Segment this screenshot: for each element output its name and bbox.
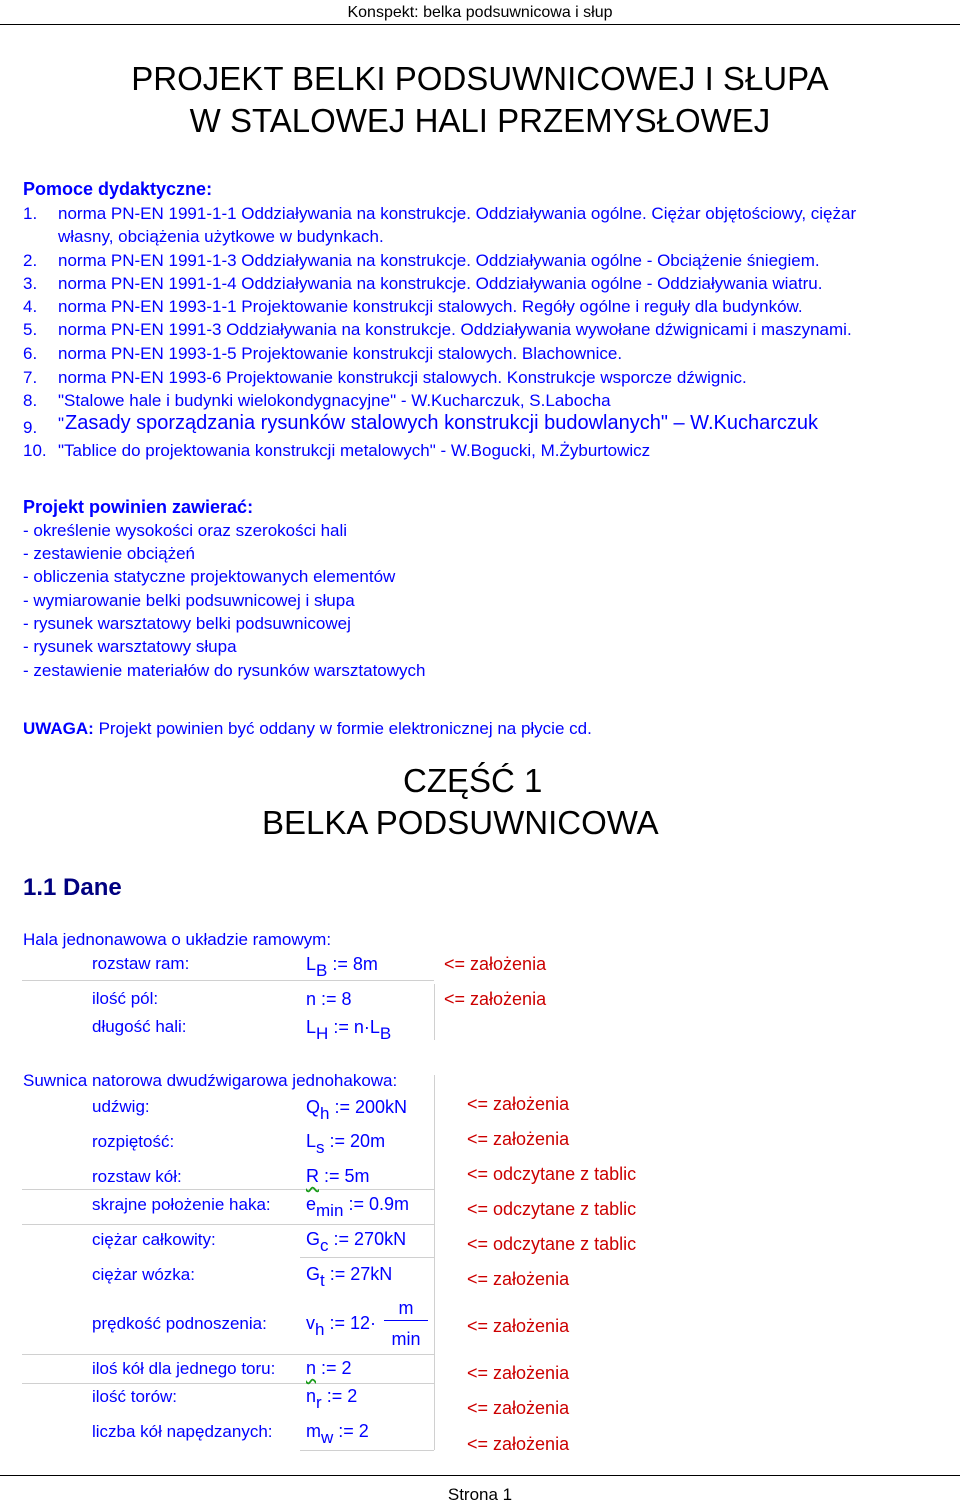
- symbol: n: [306, 1386, 317, 1406]
- hall-label-fields: ilość pól:: [92, 989, 159, 1008]
- symbol: L: [306, 954, 317, 974]
- header-text: Konspekt: belka podsuwnicowa i słup: [347, 4, 613, 21]
- aids-item-1-cont: własny, obciążenia użytkowe w budynkach.: [58, 227, 384, 246]
- crane-note-hook: <= odczytane z tablic: [467, 1199, 637, 1219]
- aids-item-num: 7.: [23, 368, 38, 387]
- crane-label-wheels-per-rail: iloś kół dla jednego toru:: [92, 1359, 276, 1378]
- symbol: G: [306, 1229, 321, 1249]
- crane-expr-total-weight: [306, 1229, 407, 1255]
- subscript: B: [316, 961, 328, 980]
- value: := 8m: [332, 954, 378, 974]
- aids-item-text: Zasady sporządzania rysunków stalowych konstrukcji budowlanych" – W.Kucharczuk: [65, 412, 818, 434]
- hall-heading: Hala jednonawowa o układzie ramowym:: [23, 930, 332, 949]
- hall-label-spacing: rozstaw ram:: [92, 954, 190, 973]
- hall-expr-length: [306, 1017, 392, 1043]
- contents-item: - zestawienie obciążeń: [23, 544, 195, 563]
- grid-line: [22, 1189, 434, 1190]
- symbol: n: [306, 989, 317, 1009]
- crane-expr-rails: [306, 1386, 358, 1412]
- crane-label-lift-speed: prędkość podnoszenia:: [92, 1314, 267, 1333]
- value: := 12·: [329, 1313, 377, 1333]
- value: := 2: [321, 1358, 352, 1378]
- grid-line: [22, 980, 434, 981]
- crane-label-span: rozpiętość:: [92, 1132, 175, 1151]
- page-header: [0, 0, 960, 25]
- symbol: Q: [306, 1097, 321, 1117]
- subscript: B: [379, 1024, 392, 1043]
- value: := 8: [321, 989, 352, 1009]
- grid-line: [22, 1354, 434, 1355]
- aids-item-num: 10.: [23, 441, 47, 460]
- crane-expr-wheelbase: [306, 1166, 370, 1187]
- hall-expr-spacing: [306, 954, 378, 980]
- contents-item: - zestawienie materiałów do rysunków warsztatowych: [23, 661, 426, 680]
- aids-item-text: norma PN-EN 1991-1-3 Oddziaływania na konstrukcje. Oddziaływania ogólne - Obciążenie śniegiem.: [58, 251, 820, 270]
- crane-expr-trolley-weight: [306, 1264, 393, 1290]
- aids-item-num: 4.: [23, 297, 38, 316]
- part-title: CZĘŚĆ 1: [403, 762, 543, 799]
- crane-note-span: <= założenia: [467, 1129, 570, 1149]
- page-number: Strona 1: [447, 1485, 513, 1504]
- note-label: UWAGA:: [23, 719, 94, 738]
- symbol: m: [306, 1421, 321, 1441]
- contents-item: - określenie wysokości oraz szerokości hali: [23, 521, 348, 540]
- value: := n·L: [333, 1017, 380, 1037]
- value: := 2: [326, 1386, 358, 1406]
- subscript: H: [316, 1024, 329, 1043]
- aids-item-num: 8.: [23, 391, 38, 410]
- grid-line: [300, 1257, 434, 1258]
- crane-expr-lift-speed: [306, 1313, 377, 1339]
- crane-expr-wheels-per-rail: [306, 1358, 352, 1379]
- value: := 270kN: [333, 1229, 407, 1249]
- crane-note-rails: <= założenia: [467, 1398, 570, 1418]
- aids-item-text: norma PN-EN 1991-3 Oddziaływania na konstrukcje. Oddziaływania wywołane dźwignicami i maszynami.: [58, 320, 852, 339]
- crane-expr-span: [306, 1131, 386, 1157]
- grid-line: [300, 1450, 434, 1451]
- aids-heading: Pomoce dydaktyczne:: [23, 179, 213, 199]
- page-footer: [0, 1475, 960, 1512]
- hall-expr-fields: [306, 989, 352, 1010]
- aids-item-num: 2.: [23, 251, 38, 270]
- grid-line: [434, 984, 435, 1040]
- aids-item-quote: ": [58, 414, 65, 433]
- title-line-2: W STALOWEJ HALI PRZEMYSŁOWEJ: [189, 102, 771, 139]
- aids-item-text: norma PN-EN 1993-1-5 Projektowanie konstrukcji stalowych. Blachownice.: [58, 344, 623, 363]
- crane-note-lift-speed: <= założenia: [467, 1316, 570, 1336]
- symbol: e: [306, 1194, 317, 1214]
- grid-line: [434, 1075, 435, 1450]
- symbol: L: [306, 1131, 317, 1151]
- subscript: c: [320, 1236, 329, 1255]
- subscript: r: [316, 1393, 322, 1412]
- symbol: n: [306, 1358, 317, 1378]
- part-subtitle: BELKA PODSUWNICOWA: [262, 804, 659, 841]
- contents-item: - rysunek warsztatowy słupa: [23, 637, 237, 656]
- crane-expr-hook: [306, 1194, 409, 1220]
- fraction-denominator: min: [391, 1329, 421, 1349]
- aids-item-text: norma PN-EN 1993-6 Projektowanie konstrukcji stalowych. Konstrukcje wsporcze dźwignic.: [58, 368, 747, 387]
- aids-item-text: "Tablice do projektowania konstrukcji metalowych" - W.Bogucki, M.Żyburtowicz: [58, 441, 651, 460]
- crane-note-trolley-weight: <= założenia: [467, 1269, 570, 1289]
- aids-item-num: 1.: [23, 204, 38, 223]
- grid-line: [22, 1224, 434, 1225]
- symbol: G: [306, 1264, 321, 1284]
- subscript: t: [320, 1271, 325, 1290]
- contents-item: - wymiarowanie belki podsuwnicowej i słupa: [23, 591, 355, 610]
- aids-item-text: norma PN-EN 1993-1-1 Projektowanie konstrukcji stalowych. Regóły ogólne i reguły dla budynków.: [58, 297, 803, 316]
- value: := 5m: [324, 1166, 370, 1186]
- grid-line: [22, 1383, 434, 1384]
- note: [23, 719, 592, 739]
- value: := 200kN: [334, 1097, 408, 1117]
- symbol: R: [306, 1166, 319, 1186]
- value: := 0.9m: [348, 1194, 409, 1214]
- aids-item-text: norma PN-EN 1991-1-4 Oddziaływania na konstrukcje. Oddziaływania ogólne - Oddziaływania wiatru.: [58, 274, 823, 293]
- aids-item-num: 3.: [23, 274, 38, 293]
- note-text: Projekt powinien być oddany w formie elektronicznej na płycie cd.: [98, 719, 592, 738]
- title-line-1: PROJEKT BELKI PODSUWNICOWEJ I SŁUPA: [131, 60, 829, 97]
- crane-label-rails: ilość torów:: [92, 1387, 178, 1406]
- aids-item-num: 6.: [23, 344, 38, 363]
- value: := 27kN: [329, 1264, 393, 1284]
- symbol: L: [306, 1017, 317, 1037]
- crane-label-wheelbase: rozstaw kół:: [92, 1167, 182, 1186]
- aids-item-text: norma PN-EN 1991-1-1 Oddziaływania na konstrukcje. Oddziaływania ogólne. Ciężar objętościowy, ciężar: [58, 204, 857, 223]
- section-heading: 1.1 Dane: [23, 874, 122, 901]
- crane-note-driven-wheels: <= założenia: [467, 1434, 570, 1454]
- crane-note-capacity: <= założenia: [467, 1094, 570, 1114]
- crane-heading: Suwnica natorowa dwudźwigarowa jednohakowa:: [23, 1071, 398, 1090]
- crane-note-wheels-per-rail: <= założenia: [467, 1363, 570, 1383]
- crane-label-capacity: udźwig:: [92, 1097, 150, 1116]
- aids-item-num: 9.: [23, 418, 38, 437]
- subscript: h: [320, 1104, 330, 1123]
- symbol: v: [306, 1313, 315, 1333]
- subscript: h: [315, 1320, 325, 1339]
- hall-note-spacing: <= założenia: [444, 954, 547, 974]
- contents-item: - obliczenia statyczne projektowanych elementów: [23, 567, 396, 586]
- crane-label-trolley-weight: ciężar wózka:: [92, 1265, 195, 1284]
- aids-item-num: 5.: [23, 320, 38, 339]
- aids-item-text: "Stalowe hale i budynki wielokondygnacyjne" - W.Kucharczuk, S.Labocha: [58, 391, 611, 410]
- crane-note-total-weight: <= odczytane z tablic: [467, 1234, 637, 1254]
- hall-label-length: długość hali:: [92, 1017, 187, 1036]
- crane-label-total-weight: ciężar całkowity:: [92, 1230, 216, 1249]
- crane-note-wheelbase: <= odczytane z tablic: [467, 1164, 637, 1184]
- subscript: min: [316, 1201, 344, 1220]
- contents-heading: Projekt powinien zawierać:: [23, 497, 254, 517]
- value: := 20m: [329, 1131, 386, 1151]
- crane-label-hook: skrajne położenie haka:: [92, 1195, 271, 1214]
- value: := 2: [338, 1421, 369, 1441]
- crane-expr-capacity: [306, 1097, 408, 1123]
- fraction-numerator: m: [384, 1298, 428, 1321]
- crane-expr-driven-wheels: [306, 1421, 369, 1447]
- hall-note-fields: <= założenia: [444, 989, 547, 1009]
- subscript: w: [321, 1428, 334, 1447]
- subscript: s: [316, 1138, 325, 1157]
- crane-label-driven-wheels: liczba kół napędzanych:: [92, 1422, 273, 1441]
- contents-item: - rysunek warsztatowy belki podsuwnicowej: [23, 614, 351, 633]
